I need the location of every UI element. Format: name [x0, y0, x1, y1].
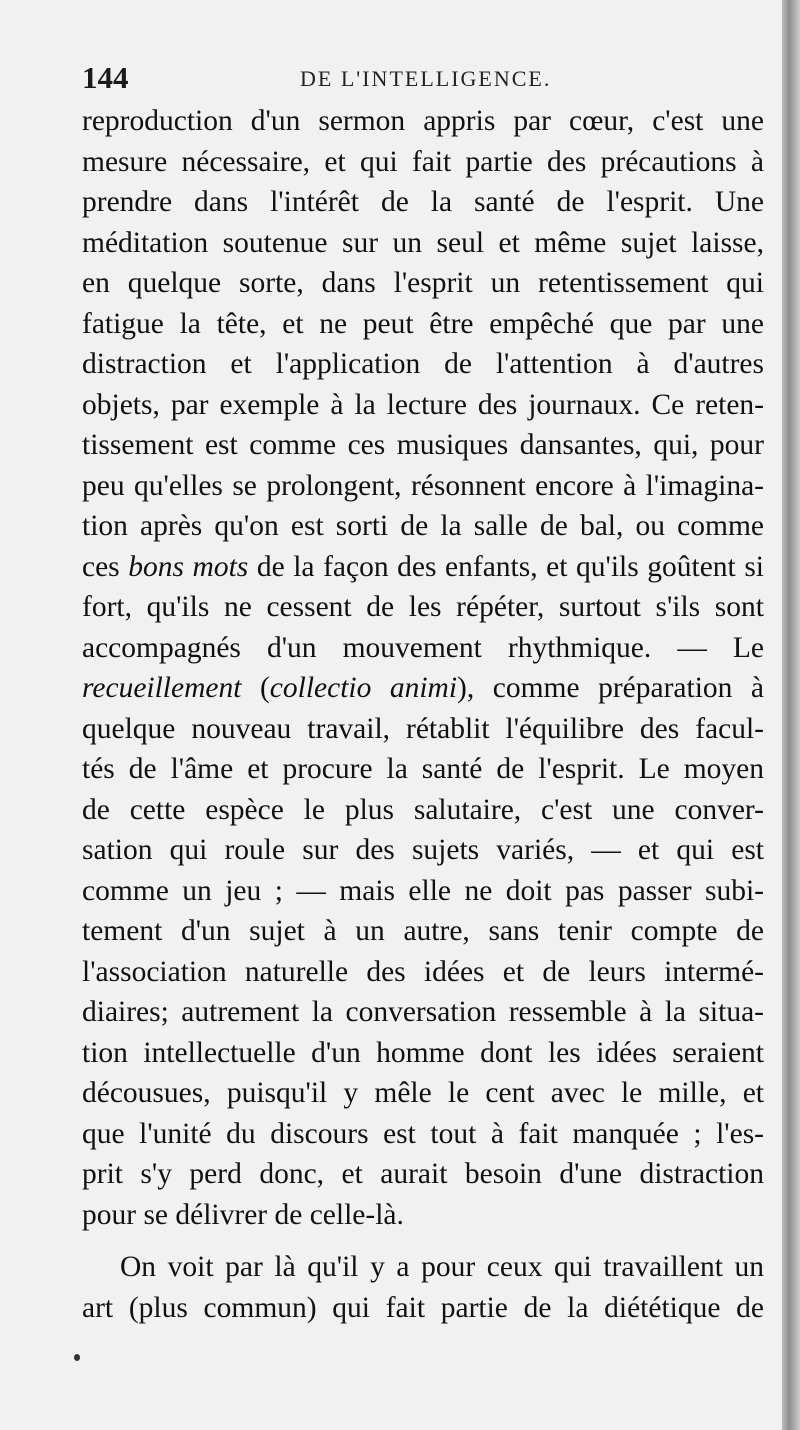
text-line [82, 466, 764, 507]
text-segment: tement d'un sujet à un autre, sans tenir compte de [82, 915, 764, 947]
text-line [82, 263, 764, 304]
text-segment: décousues, puisqu'il y mêle le cent avec le mille, et [82, 1077, 764, 1109]
text-segment: méditation soutenue sur un seul et même sujet laisse, [82, 226, 764, 259]
running-head: DE L'INTELLIGENCE. [300, 66, 552, 91]
page-edge [782, 0, 800, 1430]
text-line [82, 182, 764, 223]
text-line [82, 992, 764, 1033]
text-segment: art (plus commun) qui fait partie de la diététique de [82, 1291, 764, 1324]
text-line [82, 830, 764, 871]
text-segment: tés de l'âme et procure la santé de l'esprit. Le moyen [82, 753, 764, 785]
text-segment: en quelque sorte, dans l'esprit un retentissement qui [82, 267, 764, 299]
italic-text: bons mots [128, 550, 249, 583]
text-segment: fort, qu'ils ne cessent de les répéter, surtout s'ils sont [82, 591, 764, 623]
text-line [82, 142, 764, 183]
text-segment: reproduction d'un sermon appris par cœur, c'est une [82, 105, 764, 137]
text-line [82, 1195, 764, 1236]
text-segment: mesure nécessaire, et qui fait partie des précautions à [82, 145, 764, 178]
text-segment: diaires; autrement la conversation ressemble à la situa- [82, 996, 764, 1028]
text-segment: peu qu'elles se prolongent, résonnent encore à l'imagina- [82, 469, 764, 502]
text-line [82, 587, 764, 628]
text-line [82, 709, 764, 750]
text-line [82, 304, 764, 345]
text-segment: tion après qu'on est sorti de la salle de bal, ou comme [82, 510, 764, 542]
text-segment: tissement est comme ces musiques dansantes, qui, pour [82, 429, 764, 461]
text-line [82, 952, 764, 993]
text-segment: l'association naturelle des idées et de leurs intermé- [82, 955, 764, 988]
text-line [82, 749, 764, 790]
text-line [82, 506, 764, 547]
text-segment: que l'unité du discours est tout à fait manquée ; l'es- [82, 1117, 764, 1150]
text-line [82, 1154, 764, 1195]
text-line [82, 871, 764, 912]
text-line [82, 911, 764, 952]
text-segment: On voit par là qu'il y a pour ceux qui travaillent un [120, 1251, 764, 1283]
text-segment: sation qui roule sur des sujets variés, — et qui est [82, 834, 764, 866]
page-header [82, 58, 742, 98]
text-line [82, 668, 764, 709]
text-line [82, 628, 764, 669]
text-segment: tion intellectuelle d'un homme dont les idées seraient [82, 1036, 764, 1069]
body-text [82, 101, 764, 1328]
ink-speck [74, 1354, 80, 1361]
text-segment: fatigue la tête, et ne peut être empêché que par une [82, 307, 764, 340]
text-line [82, 790, 764, 831]
text-segment: ), comme préparation à [457, 672, 764, 704]
text-line [82, 1247, 764, 1288]
text-segment: accompagnés d'un mouvement rhythmique. — Le [82, 631, 764, 664]
text-segment: ces [82, 550, 129, 583]
text-segment: objets, par exemple à la lecture des journaux. Ce reten- [82, 388, 764, 421]
text-segment: de la façon des enfants, et qu'ils goûtent si [248, 550, 764, 583]
text-line [82, 101, 764, 142]
text-segment: distraction et l'application de l'attention à d'autres [82, 348, 764, 380]
text-line [82, 1114, 764, 1155]
text-line [82, 1288, 764, 1329]
text-line [82, 425, 764, 466]
text-segment: ( [241, 672, 270, 704]
text-line [82, 223, 764, 264]
text-line [82, 385, 764, 426]
italic-text: collectio animi [269, 672, 458, 704]
text-segment: de cette espèce le plus salutaire, c'est une conver- [82, 793, 764, 826]
text-line [82, 547, 764, 588]
text-segment: prendre dans l'intérêt de la santé de l'esprit. Une [82, 186, 764, 218]
text-line [82, 1073, 764, 1114]
text-line [82, 344, 764, 385]
text-line [82, 1033, 764, 1074]
italic-text: recueillement [82, 672, 242, 704]
text-segment: prit s'y perd donc, et aurait besoin d'une distraction [82, 1158, 764, 1190]
text-segment: quelque nouveau travail, rétablit l'équilibre des facul- [82, 712, 764, 745]
text-segment: comme un jeu ; — mais elle ne doit pas passer subi- [82, 874, 764, 907]
page-number: 144 [82, 60, 129, 95]
text-segment: pour se délivrer de celle-là. [82, 1198, 404, 1231]
